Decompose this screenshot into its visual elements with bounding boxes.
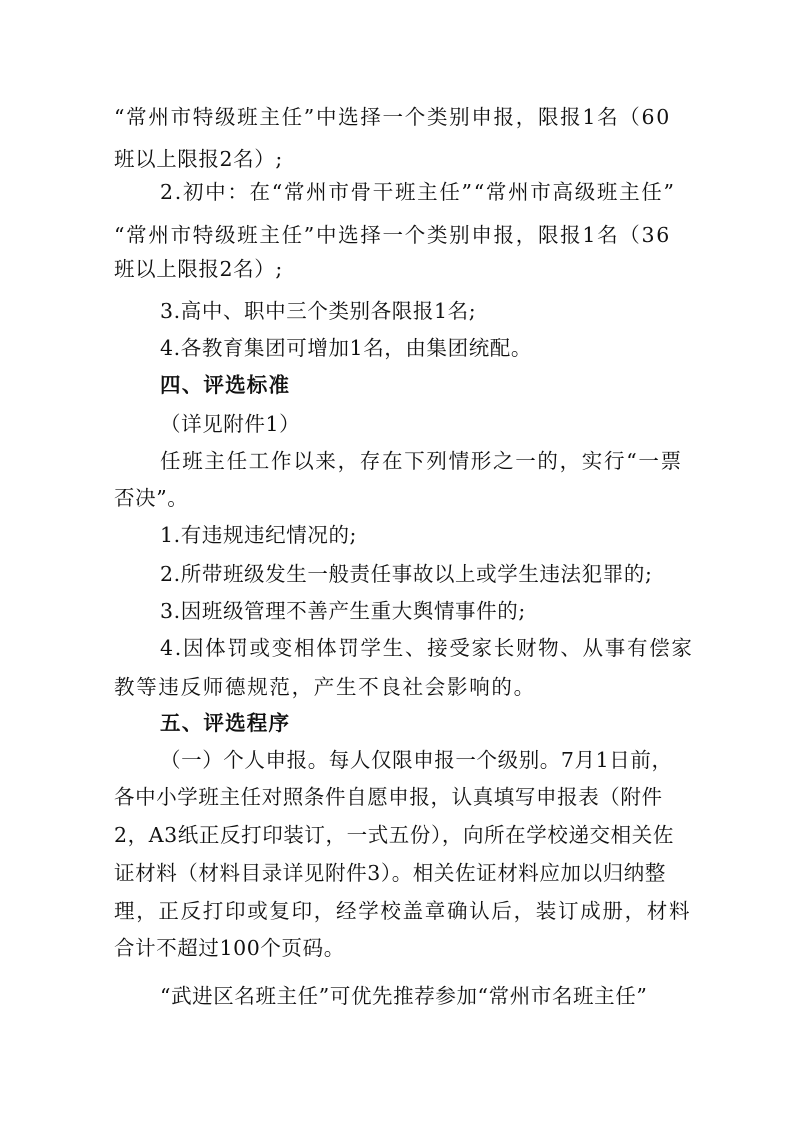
text-line: 否决”。 <box>114 486 189 510</box>
text-line: 3.高中、职中三个类别各限报1名; <box>160 299 477 323</box>
text-line: 4.各教育集团可增加1名，由集团统配。 <box>160 336 533 360</box>
text-line: 1.有违规违纪情况的; <box>160 523 358 547</box>
text-line: 4.因体罚或变相体罚学生、接受家长财物、从事有偿家 <box>160 636 694 660</box>
text-line: 各中小学班主任对照条件自愿申报，认真填写申报表（附件 <box>114 785 663 809</box>
text-line: 理，正反打印或复印，经学校盖章确认后，装订成册，材料 <box>114 899 692 923</box>
text-line: 任班主任工作以来，存在下列情形之一的，实行“一票 <box>160 449 683 473</box>
text-line: “常州市特级班主任”中选择一个类别申报，限报1名（36 <box>114 223 671 247</box>
text-line: “武进区名班主任”可优先推荐参加“常州市名班主任” <box>160 984 648 1008</box>
text-line: （详见附件1） <box>160 412 301 436</box>
text-line: （一）个人申报。每人仅限申报一个级别。7月1日前， <box>160 748 673 772</box>
text-line: “常州市特级班主任”中选择一个类别申报，限报1名（60 <box>114 105 671 129</box>
text-line: 班以上限报2名）; <box>114 257 283 281</box>
section-heading: 五、评选程序 <box>160 711 291 735</box>
text-line: 证材料（材料目录详见附件3）。相关佐证材料应加以归纳整 <box>114 861 666 885</box>
text-line: 教等违反师德规范，产生不良社会影响的。 <box>114 675 536 699</box>
text-line: 2.初中：在“常州市骨干班主任”“常州市高级班主任” <box>160 180 676 204</box>
section-heading: 四、评选标准 <box>160 373 291 397</box>
text-line: 2，A3纸正反打印装订，一式五份），向所在学校递交相关佐 <box>114 823 674 847</box>
text-line: 3.因班级管理不善产生重大舆情事件的; <box>160 599 526 623</box>
text-line: 班以上限报2名）; <box>114 147 283 171</box>
text-line: 2.所带班级发生一般责任事故以上或学生违法犯罪的; <box>160 562 653 586</box>
text-line: 合计不超过100个页码。 <box>114 936 345 960</box>
